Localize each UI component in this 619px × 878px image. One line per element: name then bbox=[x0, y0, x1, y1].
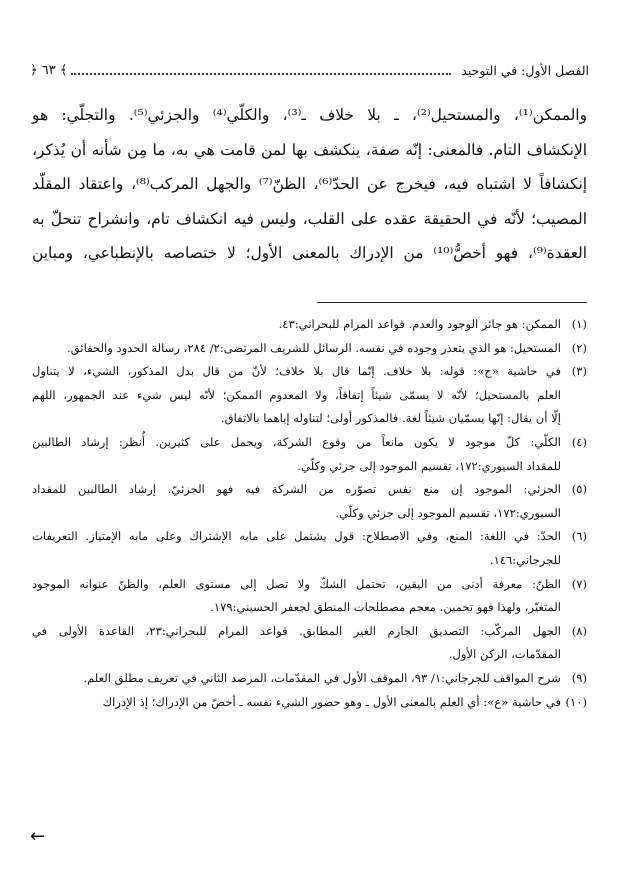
footnote-number: (٨) bbox=[571, 623, 587, 638]
footnote-item bbox=[32, 431, 587, 478]
footnote-number: (٧) bbox=[571, 576, 587, 591]
footnote-line: في حاشية «ح»: قوله: بلا خلاف. إنّما قال بلا خلاف؛ لأنّ من قال بدل المذكور، الشيء، لا يتناول bbox=[32, 364, 561, 379]
footnote-line: المقدّمات، الركن الأول. bbox=[448, 647, 561, 662]
footnote-number: (٢) bbox=[571, 340, 587, 355]
footnote-number: (٤) bbox=[571, 434, 587, 449]
body-line: إنكشافاً لا اشتباه فيه، فيخرج عن الحدّ⁽⁶⁾، الظنّ⁽⁷⁾ والجهل المركب⁽⁸⁾، واعتقاد المقلّد bbox=[32, 175, 588, 193]
main-text bbox=[32, 98, 587, 271]
footnote-line: العلم بالمستحيل؛ لأنّه لا يسمّى شيئاً إتفاقاً، ولا المعدوم الممكن؛ لأنّه ليس شيء عند الجمهور، اللهم bbox=[32, 387, 561, 402]
footnote-line: للمقداد السيوري:١٧٢، تقسيم الموجود إلى جزئي وكلّي. bbox=[297, 458, 561, 473]
footnote-number: (١٠) bbox=[565, 694, 587, 709]
body-line: المصيب؛ لأنّه في الحقيقة عقده على القلب، وليس فيه انكشاف تام، وانشراح تنحلّ به bbox=[32, 209, 587, 228]
footnote-line: للجرجاني:١٤٦. bbox=[489, 552, 561, 567]
footnote-item bbox=[32, 573, 587, 620]
page-number: ﴾ ٦٣ ﴿ bbox=[30, 62, 68, 78]
footnote-line: الجهل المركّب: التصديق الجازم الغير المطابق. قواعد المرام للبحراني:٢٣، القاعدة الأولى في bbox=[32, 623, 561, 638]
continuation-arrow-icon: ← bbox=[30, 826, 46, 847]
body-line: الإنكشاف التام. فالمعنى: إنّه صفة، ينكشف بها لمن قامت هي به، ما مِن شأنه أن يُذكر، bbox=[32, 140, 587, 159]
footnote-item bbox=[32, 691, 587, 715]
footnote-separator bbox=[317, 302, 587, 303]
footnote-line: المتغيّر، ولهذا فهو تخمين. معجم مصطلحات المنطق لجعفر الحسيني:١٧٩. bbox=[210, 600, 561, 615]
footnote-line: المستحيل: هو الذي يتعذر وجوده في نفسه. الرسائل للشريف المرتضى:٢/ ٢٨٤، رسالة الحدود والحقائق. bbox=[67, 340, 561, 355]
body-line: العقدة⁽⁹⁾، فهو أخصُّ⁽¹⁰⁾ من الإدراك بالمعنى الأول؛ لا ختصاصه بالإنطباعي، ومباين bbox=[32, 244, 588, 262]
footnote-line: شرح المواقف للجرجاني:١/ ٩٣، الموقف الأول في المقدّمات، المرصد الثاني في تعريف مطلق العلم. bbox=[83, 670, 561, 685]
chapter-title: الفصل الأول: في التوحيد bbox=[461, 62, 589, 78]
footnote-line: إلّا أن يقال: إنّها يسمّيان شيئاً لغة. فالمذكور أولى؛ لتناوله إياهما بالاتفاق. bbox=[220, 411, 561, 426]
footnotes bbox=[32, 313, 587, 714]
footnote-line: الجزئي: الموجود إن منع نفس تصوّره من الشركة فيه فهو الجزئيّ. إرشاد الطالبين للمقداد bbox=[32, 482, 561, 497]
footnote-number: (١) bbox=[571, 317, 587, 331]
footnote-item bbox=[32, 620, 587, 667]
footnote-number: (٣) bbox=[571, 364, 587, 379]
footnote-number: (٩) bbox=[571, 670, 587, 685]
footnote-number: (٦) bbox=[571, 529, 587, 544]
footnote-line: الظنّ: معرفة أدنى من اليقين، تحتمل الشكّ ولا تصل إلى مستوى العلم، والظنّ عنوانه الموجود bbox=[32, 576, 561, 591]
footnote-line: الكلّي: كلّ موجود لا يكون مانعاً من وقوع الشركة، ويحمل على كثيرين. أُنظر: إرشاد الطالبين bbox=[32, 434, 561, 449]
footnote-line: في حاشية «ع»: أي العلم بالمعنى الأول ـ وهو حضور الشيء نفسه ـ أخصّ من الإدراك؛ إذ الإدراك bbox=[102, 694, 561, 709]
footnote-item bbox=[32, 667, 587, 691]
footnote-item bbox=[32, 478, 587, 525]
footnote-item bbox=[32, 360, 587, 431]
footnote-item bbox=[32, 313, 587, 337]
footnote-line: السيوري:١٧٢، تقسيم الموجود إلى جزئي وكلّي. bbox=[335, 505, 561, 520]
footnote-line: الحدّ: في اللغة: المنع، وفي الاصطلاح: قول يشتمل على مابه الإشتراك وعلى مابه الإمتياز. التعريفات bbox=[32, 529, 561, 544]
footnote-item bbox=[32, 337, 587, 361]
running-header bbox=[30, 58, 589, 82]
footnote-number: (٥) bbox=[571, 482, 587, 497]
footnote-line: الممكن: هو جائز الوجود والعدم. قواعد المرام للبحراني:٤٣. bbox=[278, 317, 561, 331]
body-line: والممكن⁽¹⁾، والمستحيل⁽²⁾، ـ بلا خلاف ـ⁽³⁾، والكلّي⁽⁴⁾ والجزئي⁽⁵⁾. والتجلّي: هو bbox=[32, 106, 588, 124]
header-dotted-leader bbox=[71, 73, 451, 75]
footnote-item bbox=[32, 525, 587, 572]
